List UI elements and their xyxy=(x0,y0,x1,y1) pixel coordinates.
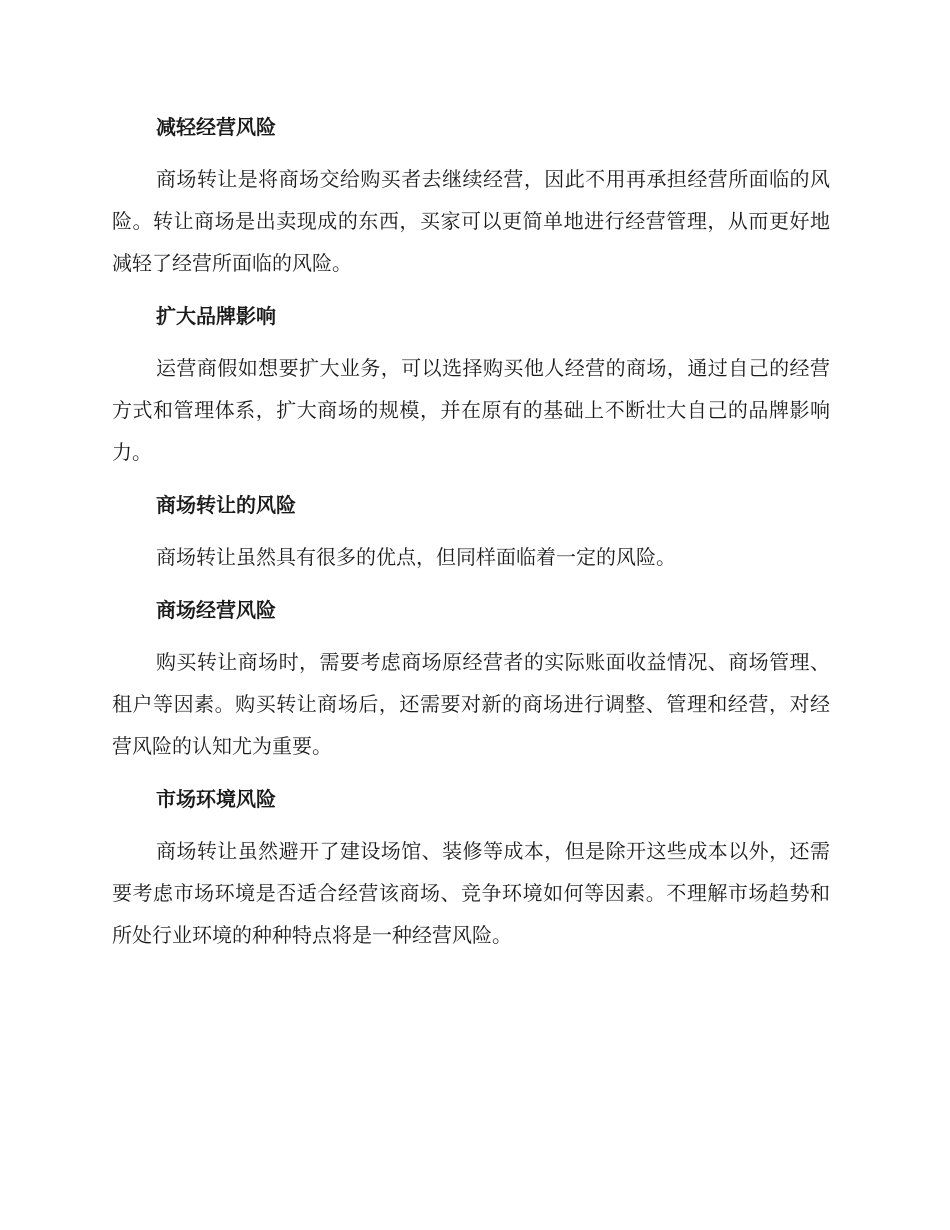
section-heading-reduce-risk: 减轻经营风险 xyxy=(156,115,276,139)
section-body-brand-influence: 运营商假如想要扩大业务，可以选择购买他人经营的商场，通过自己的经营方式和管理体系，扩大商场的规模，并在原有的基础上不断壮大自己的品牌影响力。 xyxy=(112,356,830,464)
section-body-reduce-risk: 商场转让是将商场交给购买者去继续经营，因此不用再承担经营所面临的风险。转让商场是出卖现成的东西，买家可以更简单地进行经营管理，从而更好地减轻了经营所面临的风险。 xyxy=(112,167,830,275)
section-body-market-risk: 商场转让虽然避开了建设场馆、装修等成本，但是除开这些成本以外，还需要考虑市场环境是否适合经营该商场、竞争环境如何等因素。不理解市场趋势和所处行业环境的种种特点将是一种经营风险。 xyxy=(112,839,830,947)
section-body-transfer-risk: 商场转让虽然具有很多的优点，但同样面临着一定的风险。 xyxy=(156,545,676,569)
document-page xyxy=(112,106,830,967)
section-body-operation-risk: 购买转让商场时，需要考虑商场原经营者的实际账面收益情况、商场管理、租户等因素。购买转让商场后，还需要对新的商场进行调整、管理和经营，对经营风险的认知尤为重要。 xyxy=(112,650,830,758)
section-heading-operation-risk: 商场经营风险 xyxy=(156,598,276,622)
section-heading-transfer-risk: 商场转让的风险 xyxy=(156,493,296,517)
section-heading-market-risk: 市场环境风险 xyxy=(156,787,276,811)
section-heading-brand-influence: 扩大品牌影响 xyxy=(156,304,276,328)
